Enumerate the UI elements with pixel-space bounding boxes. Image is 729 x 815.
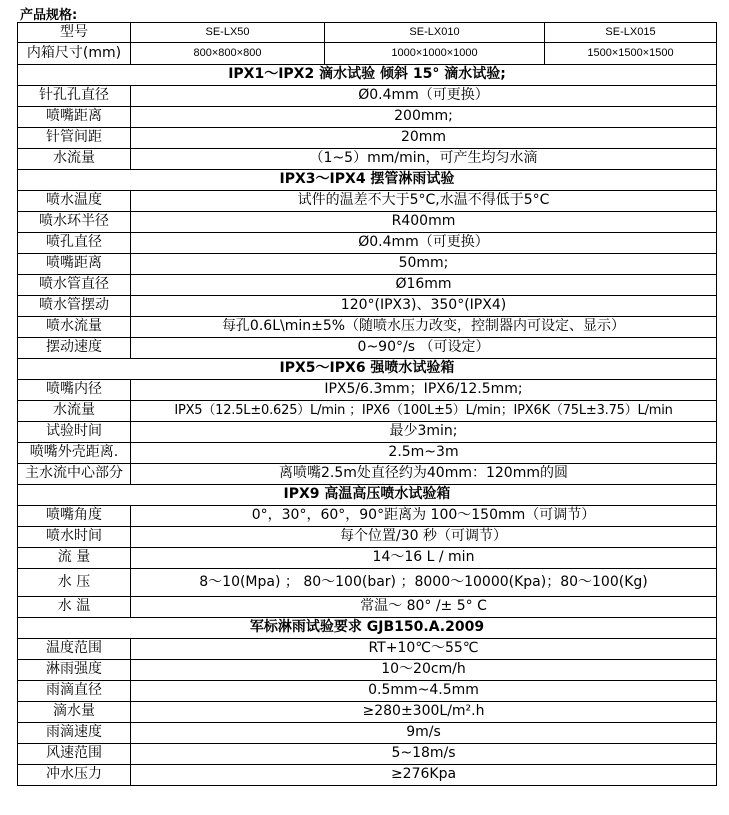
spec-value: 10～20cm/h [131,660,717,681]
spec-label: 喷水管摆动 [18,296,131,317]
table-row [18,569,717,597]
spec-label: 喷嘴外壳距离. [18,443,131,464]
table-row [18,107,717,128]
table-row [18,639,717,660]
spec-value: 常温～ 80° /± 5° C [131,597,717,618]
table-row [18,149,717,170]
spec-value: Ø0.4mm（可更换） [131,86,717,107]
table-row [18,660,717,681]
spec-value: Ø0.4mm（可更换） [131,233,717,254]
model-name: SE-LX015 [545,23,717,43]
spec-label: 水流量 [18,149,131,170]
spec-label: 雨滴速度 [18,723,131,744]
spec-value: ≥276Kpa [131,765,717,786]
spec-value: Ø16mm [131,275,717,296]
spec-value: 0.5mm~4.5mm [131,681,717,702]
spec-value: 离喷嘴2.5m处直径约为40mm：120mm的圆 [131,464,717,485]
spec-value: 200mm; [131,107,717,128]
spec-value: 最少3min; [131,422,717,443]
table-row [18,744,717,765]
spec-value: 0°，30°，60°，90°距离为 100～150mm（可调节） [131,506,717,527]
spec-value: 50mm; [131,254,717,275]
table-row [18,128,717,149]
model-name: SE-LX50 [131,23,325,43]
table-row [18,506,717,527]
spec-value: 8～10(Mpa) ； 80～100(bar) ；8000～10000(Kpa)；80～100(Kg) [131,569,717,597]
spec-value: IPX5/6.3mm；IPX6/12.5mm; [131,380,717,401]
spec-label: 主水流中心部分 [18,464,131,485]
section-header-row [18,618,717,639]
table-row [18,317,717,338]
spec-table [17,22,717,786]
section-title: IPX5～IPX6 强喷水试验箱 [18,359,717,380]
table-row [18,681,717,702]
spec-label: 水 温 [18,597,131,618]
spec-label: 喷嘴内径 [18,380,131,401]
inner-size-value: 1000×1000×1000 [325,43,545,65]
table-row [18,380,717,401]
spec-label: 喷孔直径 [18,233,131,254]
table-row [18,422,717,443]
table-row [18,464,717,485]
table-row [18,233,717,254]
table-row [18,86,717,107]
spec-value: 每个位置/30 秒（可调节） [131,527,717,548]
spec-label: 喷水管直径 [18,275,131,296]
spec-value: IPX5（12.5L±0.625）L/min ；IPX6（100L±5）L/min；IPX6K（75L±3.75）L/min [131,401,717,422]
spec-label: 喷水时间 [18,527,131,548]
table-row [18,527,717,548]
table-row [18,296,717,317]
spec-label: 雨滴直径 [18,681,131,702]
spec-value: 每孔0.6L\min±5%（随喷水压力改变，控制器内可设定、显示） [131,317,717,338]
section-header-row [18,170,717,191]
spec-value: R400mm [131,212,717,233]
spec-label: 喷嘴角度 [18,506,131,527]
spec-label: 流 量 [18,548,131,569]
section-title: IPX3～IPX4 摆管淋雨试验 [18,170,717,191]
table-row [18,723,717,744]
spec-value: 120°(IPX3)、350°(IPX4) [131,296,717,317]
page-heading: 产品规格: [20,8,78,23]
spec-value: 5~18m/s [131,744,717,765]
spec-label: 风速范围 [18,744,131,765]
spec-label: 冲水压力 [18,765,131,786]
table-row [18,191,717,212]
spec-label: 针管间距 [18,128,131,149]
table-row [18,597,717,618]
section-header-row [18,485,717,506]
spec-value: 试件的温差不大于5°C,水温不得低于5°C [131,191,717,212]
spec-value: （1~5）mm/min，可产生均匀水滴 [131,149,717,170]
section-title: 军标淋雨试验要求 GJB150.A.2009 [18,618,717,639]
spec-label: 喷水环半径 [18,212,131,233]
table-row [18,401,717,422]
inner-size-value: 800×800×800 [131,43,325,65]
spec-value: 20mm [131,128,717,149]
table-row [18,548,717,569]
spec-value: 9m/s [131,723,717,744]
inner-size-row [18,43,717,65]
section-header-row [18,65,717,86]
table-row [18,212,717,233]
spec-label: 喷嘴距离 [18,107,131,128]
section-title: IPX9 高温高压喷水试验箱 [18,485,717,506]
spec-value: 2.5m~3m [131,443,717,464]
spec-label: 滴水量 [18,702,131,723]
inner-size-label: 内箱尺寸(mm) [18,43,131,65]
spec-value: 14～16 L / min [131,548,717,569]
table-row [18,765,717,786]
spec-label: 摆动速度 [18,338,131,359]
spec-value: 0~90°/s （可设定） [131,338,717,359]
spec-label: 水 压 [18,569,131,597]
spec-label: 淋雨强度 [18,660,131,681]
table-row [18,338,717,359]
table-row [18,275,717,296]
spec-value: ≥280±300L/m².h [131,702,717,723]
spec-label: 喷嘴距离 [18,254,131,275]
spec-label: 喷水流量 [18,317,131,338]
spec-label: 喷水温度 [18,191,131,212]
spec-label: 针孔孔直径 [18,86,131,107]
spec-label: 试验时间 [18,422,131,443]
spec-value: RT+10℃～55℃ [131,639,717,660]
section-header-row [18,359,717,380]
section-title: IPX1～IPX2 滴水试验 倾斜 15° 滴水试验; [18,65,717,86]
model-header-row [18,23,717,43]
model-name: SE-LX010 [325,23,545,43]
inner-size-value: 1500×1500×1500 [545,43,717,65]
table-row [18,702,717,723]
table-row [18,443,717,464]
model-label: 型号 [18,23,131,43]
spec-label: 温度范围 [18,639,131,660]
spec-label: 水流量 [18,401,131,422]
table-row [18,254,717,275]
